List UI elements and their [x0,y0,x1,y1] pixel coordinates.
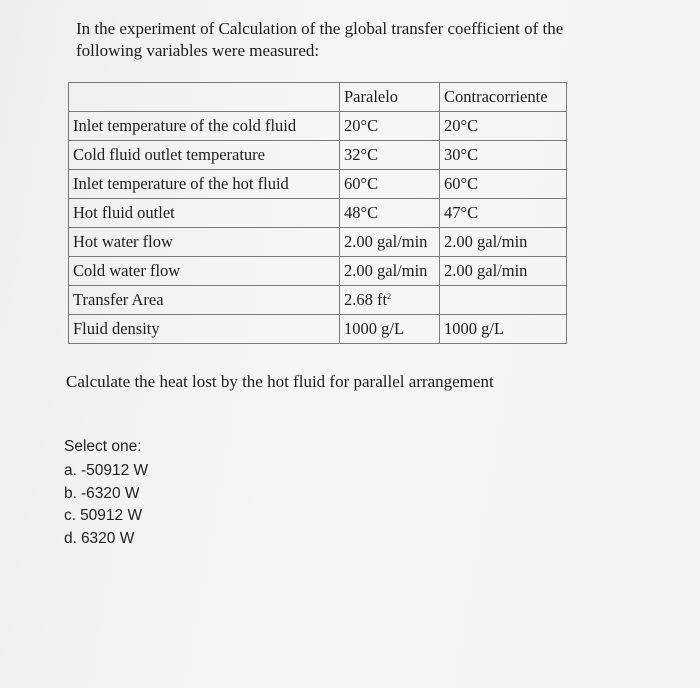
paralelo-value: 60°C [340,170,440,199]
question-text: Calculate the heat lost by the hot fluid for parallel arrangement [66,372,494,391]
select-one-label: Select one: [64,438,142,455]
superscript: 2 [387,292,392,301]
header-contracorriente: Contracorriente [440,83,567,112]
paralelo-value: 2.00 gal/min [340,228,440,257]
paralelo-value-cell [340,286,440,315]
table-row [69,315,567,344]
option-letter: b. [64,484,77,502]
contracorriente-value: 1000 g/L [440,315,567,344]
contracorriente-value: 2.00 gal/min [440,257,567,286]
paralelo-value: 2.68 ft [344,290,388,309]
table-header-row [69,83,567,112]
option-text: 6320 W [80,529,135,547]
table-row [69,257,567,286]
paralelo-value: 20°C [340,112,440,141]
paralelo-value: 48°C [340,199,440,228]
option-d[interactable] [64,528,152,551]
option-a[interactable] [64,460,152,483]
row-label: Transfer Area [69,286,340,315]
row-label: Cold water flow [69,257,340,286]
paralelo-value: 2.00 gal/min [340,257,440,286]
contracorriente-value: 20°C [440,112,567,141]
header-paralelo: Paralelo [340,83,440,112]
row-label: Hot fluid outlet [69,199,340,228]
table-row [69,199,567,228]
table-row [69,228,567,257]
paralelo-value: 1000 g/L [340,315,440,344]
contracorriente-value: 47°C [440,199,567,228]
option-letter: d. [64,529,77,547]
table-row [69,170,567,199]
header-label-cell [69,83,340,112]
contracorriente-value: 60°C [440,170,567,199]
option-text: -6320 W [80,484,140,502]
option-b[interactable] [64,483,152,506]
option-letter: a. [64,462,77,479]
table-row [69,112,567,141]
intro-text: In the experiment of Calculation of the global transfer coefficient of the following variables were measured: [76,19,564,60]
option-letter: c. [64,507,77,524]
contracorriente-value [440,286,567,315]
row-label: Inlet temperature of the cold fluid [69,112,340,141]
paralelo-value: 32°C [340,141,440,170]
table-row [69,286,567,315]
table-row [69,141,567,170]
row-label: Inlet temperature of the hot fluid [69,170,340,199]
contracorriente-value: 30°C [440,141,567,170]
option-text: -50912 W [80,462,149,479]
row-label: Hot water flow [69,228,340,257]
option-c[interactable] [64,505,152,528]
answer-options [64,438,152,550]
option-text: 50912 W [80,507,143,524]
contracorriente-value: 2.00 gal/min [440,228,567,257]
measurements-table [68,82,567,344]
row-label: Cold fluid outlet temperature [69,141,340,170]
row-label: Fluid density [69,315,340,344]
